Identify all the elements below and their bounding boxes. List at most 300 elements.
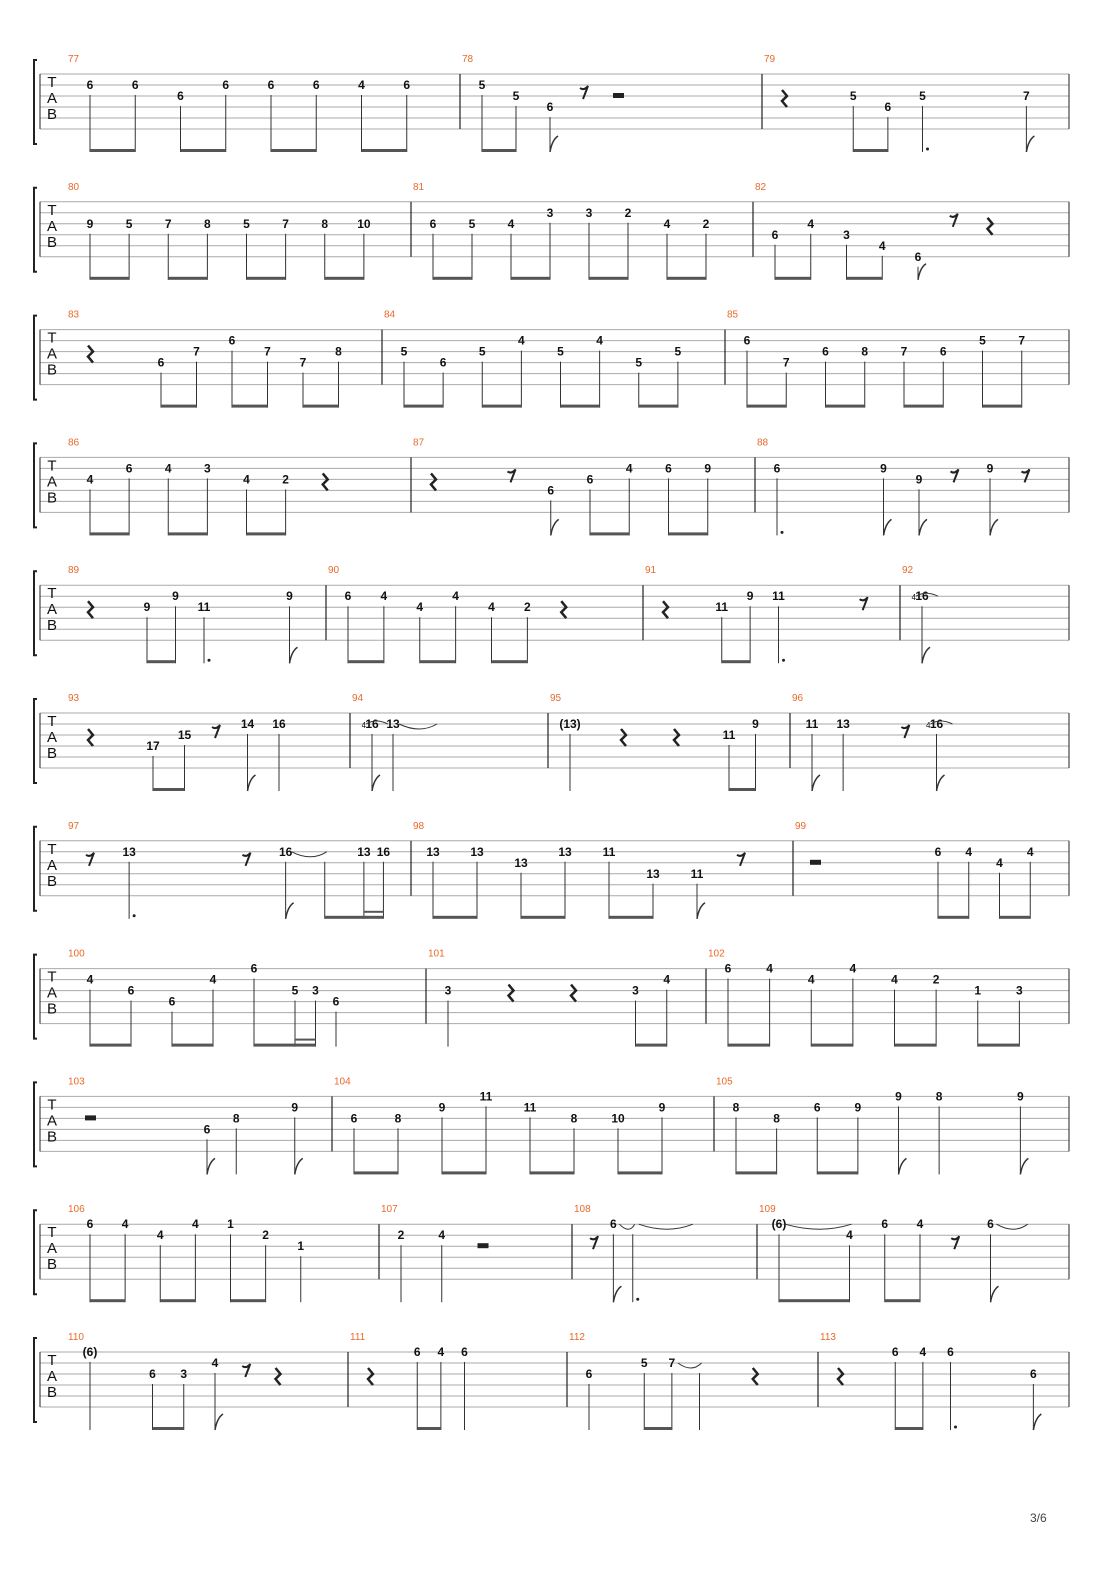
fret-number: 8: [204, 216, 211, 231]
fret-number: 13: [386, 717, 400, 731]
fret-number: 13: [646, 866, 660, 881]
fret-number: 9: [1017, 1089, 1024, 1104]
fret-number: 6: [461, 1345, 468, 1359]
quarter-rest: [88, 346, 93, 363]
fret-number: 4: [86, 972, 94, 987]
fret-number: 6: [884, 100, 892, 114]
fret-number: 4: [807, 972, 815, 987]
fret-number: 4: [849, 961, 857, 976]
note-flag: [937, 775, 945, 791]
note-flag: [919, 519, 927, 535]
tab-system: [34, 310, 1069, 408]
measure-number: 106: [68, 1204, 85, 1216]
beam: [521, 916, 565, 919]
fret-number: 2: [262, 1228, 269, 1243]
fret-number: 6: [157, 355, 165, 370]
fret-number: 6: [168, 994, 176, 1009]
beam: [442, 1171, 486, 1174]
eighth-rest: [901, 725, 909, 738]
tab-clef-letter: T: [47, 457, 57, 475]
fret-number: (6): [771, 1217, 787, 1232]
tab-clef-letter: B: [46, 233, 58, 251]
tab-system: [34, 1332, 1069, 1430]
tab-system: [34, 949, 1069, 1047]
quarter-rest: [431, 473, 436, 490]
fret-number: 8: [570, 1111, 578, 1126]
beam: [168, 532, 207, 535]
fret-number: 9: [854, 1100, 862, 1115]
measure-number: 81: [413, 181, 425, 193]
fret-number: 7: [164, 216, 172, 231]
dot: [926, 148, 929, 151]
measure-number: 103: [68, 1076, 85, 1088]
fret-number: 11: [197, 600, 211, 615]
beam: [885, 1299, 920, 1302]
fret-number: 4: [209, 972, 217, 987]
tab-clef-letter: B: [46, 1256, 58, 1274]
beam: [736, 1171, 777, 1174]
fret-number: 13: [836, 717, 850, 731]
fret-number: 11: [805, 717, 819, 731]
fret-number: 2: [624, 205, 632, 220]
grace-note: 4: [911, 593, 916, 603]
half-rest: [478, 1243, 489, 1248]
system-bracket: [34, 1338, 37, 1422]
measure-number: 104: [334, 1076, 351, 1088]
fret-number: 4: [663, 972, 671, 987]
tab-system: [34, 1204, 1069, 1302]
beam: [153, 788, 185, 791]
tab-clef-letter: B: [46, 1128, 58, 1146]
fret-number: 6: [429, 216, 437, 231]
tab-clef-letter: A: [46, 729, 58, 746]
fret-number: 9: [86, 216, 94, 231]
beam: [354, 1171, 398, 1174]
measure-number: 102: [708, 948, 725, 960]
note-flag: [697, 903, 705, 919]
tab-system: [34, 437, 1069, 535]
note-flag: [207, 1158, 215, 1174]
fret-number: 7: [668, 1356, 676, 1370]
beam: [639, 405, 678, 408]
beam: [420, 660, 456, 663]
tab-clef-letter: T: [47, 968, 57, 986]
tab-clef-letter: T: [47, 329, 57, 347]
beam: [729, 788, 756, 791]
fret-number: 16: [915, 589, 929, 604]
fret-number: 6: [267, 78, 275, 92]
fret-number: 9: [915, 472, 923, 487]
system-bracket: [34, 443, 37, 527]
measure-number: 108: [574, 1204, 591, 1216]
beam: [348, 660, 384, 663]
dot: [133, 914, 136, 917]
beam: [589, 277, 628, 280]
fret-number: 4: [438, 1228, 446, 1243]
fret-number: 9: [746, 589, 754, 604]
beam: [147, 660, 176, 663]
measure-number: 77: [68, 54, 80, 65]
fret-number: 6: [546, 100, 554, 114]
beam: [161, 405, 197, 408]
measure-number: 84: [384, 309, 396, 321]
tab-clef-letter: B: [46, 745, 58, 762]
measure-number: 113: [820, 1332, 836, 1343]
fret-number: 1: [974, 983, 982, 998]
beam: [811, 1044, 853, 1047]
fret-number: 4: [358, 78, 365, 92]
fret-number: 3: [585, 205, 593, 220]
fret-number: 6: [771, 227, 779, 242]
beam: [90, 149, 135, 152]
system-bracket: [34, 316, 37, 400]
fret-number: 8: [321, 216, 329, 231]
fret-number: 2: [932, 972, 940, 987]
measure-number: 83: [68, 309, 80, 321]
tab-clef-letter: B: [46, 1384, 58, 1401]
fret-number: 6: [127, 983, 135, 998]
fret-number: 13: [514, 855, 528, 870]
note-flag: [812, 775, 820, 791]
fret-number: 8: [732, 1100, 740, 1115]
beam: [168, 277, 207, 280]
beam: [722, 660, 750, 663]
beam: [561, 405, 600, 408]
fret-number: 9: [286, 589, 293, 604]
fret-number: 5: [919, 89, 926, 103]
beam: [667, 277, 706, 280]
tab-system: [34, 821, 1069, 919]
beam: [636, 1044, 667, 1047]
beam: [904, 405, 943, 408]
fret-number: 6: [149, 1367, 156, 1381]
fret-number: 3: [204, 461, 211, 476]
fret-number: 13: [426, 844, 440, 859]
fret-number: 6: [947, 1345, 954, 1359]
fret-number: 11: [523, 1100, 537, 1115]
measure-number: 79: [764, 54, 776, 65]
beam: [728, 1044, 770, 1047]
beam: [232, 405, 268, 408]
note-flag: [884, 519, 892, 535]
beam: [247, 277, 286, 280]
fret-number: 16: [929, 717, 944, 731]
fret-number: 13: [558, 844, 572, 859]
fret-number: (6): [82, 1345, 98, 1359]
fret-number: 4: [878, 238, 886, 253]
fret-number: 1: [227, 1217, 234, 1232]
fret-number: 9: [658, 1100, 666, 1115]
eighth-rest: [951, 1236, 959, 1249]
beam: [779, 1299, 850, 1302]
fret-number: 16: [272, 717, 286, 731]
fret-number: 4: [965, 844, 973, 859]
fret-number: 9: [704, 461, 712, 476]
tie-arc: [619, 1224, 634, 1229]
measure-number: 92: [902, 565, 914, 577]
fret-number: 4: [488, 600, 495, 615]
fret-number: 14: [240, 717, 255, 731]
fret-number: 7: [1023, 89, 1030, 103]
fret-number: (13): [559, 717, 581, 731]
tie-arc: [399, 724, 437, 729]
tab-clef-letter: T: [47, 201, 57, 219]
eighth-rest: [950, 214, 958, 227]
fret-number: 6: [724, 961, 732, 976]
note-flag: [1026, 136, 1034, 152]
note-flag: [372, 775, 380, 791]
quarter-rest: [621, 729, 626, 746]
fret-number: 6: [344, 589, 352, 604]
quarter-rest: [571, 985, 576, 1002]
beam: [90, 1299, 125, 1302]
fret-number: 3: [632, 983, 639, 998]
fret-number: 4: [211, 1356, 219, 1370]
beam: [590, 532, 629, 535]
dot: [781, 531, 784, 534]
system-bracket: [34, 827, 37, 911]
fret-number: 6: [586, 472, 594, 487]
quarter-rest: [561, 601, 566, 618]
tie-arc: [678, 1363, 702, 1368]
tab-system: [34, 565, 1069, 663]
fret-number: 9: [172, 589, 179, 604]
measure-number: 87: [413, 437, 425, 449]
fret-number: 4: [846, 1228, 853, 1243]
measure-number: 91: [645, 565, 657, 577]
fret-number: 16: [278, 844, 293, 859]
fret-number: 6: [350, 1111, 358, 1126]
fret-number: 7: [1018, 333, 1026, 348]
tab-clef-letter: B: [46, 1000, 58, 1018]
beam: [181, 149, 226, 152]
beam: [325, 916, 384, 919]
measure-number: 80: [68, 181, 80, 193]
eighth-rest: [212, 725, 220, 738]
fret-number: 2: [282, 472, 289, 487]
fret-number: 6: [773, 461, 781, 476]
tab-clef-letter: T: [47, 840, 57, 858]
system-bracket: [34, 60, 37, 144]
fret-number: 11: [772, 589, 785, 604]
beam: [492, 660, 528, 663]
fret-number: 9: [752, 717, 759, 731]
beam: [826, 405, 865, 408]
fret-number: 9: [986, 461, 994, 476]
note-flag: [990, 519, 998, 535]
system-bracket: [34, 699, 37, 783]
eighth-rest: [951, 469, 959, 482]
measure-number: 98: [413, 820, 425, 832]
measure-number: 93: [68, 693, 80, 704]
fret-number: 6: [403, 78, 411, 92]
eighth-rest: [86, 853, 94, 866]
beam: [433, 916, 477, 919]
fret-number: 6: [203, 1122, 211, 1137]
dot: [636, 1298, 639, 1301]
system-bracket: [34, 955, 37, 1039]
tab-system: [34, 182, 1069, 280]
beam: [530, 1171, 574, 1174]
beam: [938, 916, 969, 919]
quarter-rest: [88, 601, 93, 618]
fret-number: 13: [470, 844, 484, 859]
measure-number: 85: [727, 309, 739, 321]
tab-clef-letter: T: [47, 585, 57, 603]
beam: [160, 1299, 195, 1302]
measure-number: 95: [550, 693, 562, 704]
fret-number: 3: [312, 983, 319, 998]
beam: [775, 277, 811, 280]
fret-number: 5: [243, 216, 250, 231]
tab-system: [34, 693, 1069, 791]
note-flag: [248, 775, 256, 791]
note-flag: [922, 647, 930, 663]
note-flag: [550, 136, 558, 152]
note-flag: [1020, 1158, 1028, 1174]
tab-clef-letter: T: [47, 1096, 57, 1114]
tab-clef-letter: B: [46, 489, 58, 507]
fret-number: 8: [773, 1111, 780, 1126]
fret-number: 8: [935, 1089, 943, 1104]
fret-number: 4: [243, 472, 250, 487]
fret-number: 6: [125, 461, 133, 476]
fret-number: 5: [468, 216, 476, 231]
measure-number: 97: [68, 820, 80, 832]
fret-number: 4: [807, 216, 815, 231]
fret-number: 5: [478, 344, 486, 359]
fret-number: 5: [557, 344, 564, 359]
note-flag: [1033, 1414, 1041, 1430]
measure-number: 89: [68, 565, 80, 577]
fret-number: 4: [916, 1217, 924, 1232]
fret-number: 6: [987, 1217, 994, 1232]
fret-number: 8: [861, 344, 869, 359]
fret-number: 11: [690, 866, 704, 881]
half-rest: [613, 93, 624, 98]
fret-number: 6: [610, 1217, 617, 1232]
fret-number: 5: [979, 333, 986, 348]
fret-number: 4: [919, 1345, 927, 1359]
fret-number: 6: [413, 1345, 421, 1359]
measure-number: 99: [795, 820, 807, 832]
quarter-rest: [753, 1368, 758, 1385]
fret-number: 7: [299, 355, 307, 370]
fret-number: 17: [146, 739, 160, 753]
eighth-rest: [737, 853, 745, 866]
system-bracket: [34, 571, 37, 655]
fret-number: 6: [86, 78, 94, 92]
fret-number: 6: [547, 483, 555, 498]
beam: [482, 405, 521, 408]
fret-number: 7: [264, 344, 271, 359]
fret-number: 6: [228, 333, 236, 348]
fret-number: 13: [122, 844, 136, 859]
fret-number: 1: [297, 1239, 305, 1254]
beam: [90, 532, 129, 535]
beam: [90, 1044, 131, 1047]
measure-number: 111: [350, 1332, 366, 1343]
measure-number: 105: [716, 1076, 733, 1088]
fret-number: 4: [596, 333, 603, 348]
tab-clef-letter: A: [46, 90, 58, 107]
measure-number: 107: [381, 1204, 398, 1216]
fret-number: 6: [891, 1345, 899, 1359]
measure-number: 109: [759, 1204, 776, 1216]
fret-number: 6: [177, 89, 184, 103]
eighth-rest: [242, 1364, 250, 1377]
measure-number: 101: [428, 948, 445, 960]
eighth-rest: [508, 469, 516, 482]
beam: [644, 1427, 672, 1430]
tab-clef-letter: A: [46, 217, 58, 235]
fret-number: 4: [625, 461, 633, 476]
fret-number: 6: [131, 78, 139, 92]
note-flag: [290, 647, 298, 663]
half-rest: [810, 860, 821, 865]
fret-number: 3: [180, 1367, 188, 1381]
dot: [208, 659, 211, 662]
note-flag: [295, 1158, 303, 1174]
fret-number: 4: [766, 961, 773, 976]
fret-number: 11: [722, 728, 736, 742]
beam: [325, 277, 364, 280]
fret-number: 6: [332, 994, 340, 1009]
fret-number: 6: [86, 1217, 94, 1232]
beam: [978, 1044, 1020, 1047]
note-flag: [991, 1286, 999, 1302]
fret-number: 6: [439, 355, 447, 370]
beam: [417, 1427, 441, 1430]
fret-number: 6: [881, 1217, 889, 1232]
tie-arc: [997, 1224, 1028, 1229]
tie-arc: [785, 1224, 852, 1229]
fret-number: 9: [143, 600, 151, 615]
fret-number: 5: [478, 78, 486, 92]
tab-clef-letter: B: [46, 106, 58, 123]
tab-clef-letter: A: [46, 601, 58, 619]
fret-number: 6: [813, 1100, 821, 1115]
beam-16th: [364, 911, 384, 913]
fret-number: 4: [452, 589, 459, 604]
quarter-rest: [276, 1368, 281, 1385]
fret-number: 5: [512, 89, 520, 103]
fret-number: 5: [849, 89, 857, 103]
beam: [153, 1427, 184, 1430]
fret-number: 4: [192, 1217, 199, 1232]
eighth-rest: [1022, 469, 1030, 482]
tab-clef-letter: T: [47, 74, 57, 91]
measure-number: 90: [328, 565, 340, 577]
system-bracket: [34, 1082, 37, 1166]
fret-number: 4: [1026, 844, 1034, 859]
fret-number: 15: [177, 728, 192, 742]
page-number: 3/6: [1030, 1511, 1047, 1525]
beam: [303, 405, 339, 408]
fret-number: 6: [939, 344, 947, 359]
fret-number: 6: [1030, 1367, 1037, 1381]
tab-system: [34, 1076, 1069, 1174]
measure-number: 110: [68, 1332, 84, 1343]
fret-number: 7: [193, 344, 200, 359]
fret-number: 4: [156, 1228, 164, 1243]
fret-number: 10: [611, 1111, 625, 1126]
note-flag: [215, 1414, 223, 1430]
quarter-rest: [988, 218, 993, 235]
beam: [404, 405, 443, 408]
tab-system: [34, 54, 1069, 152]
fret-number: 11: [715, 600, 729, 615]
